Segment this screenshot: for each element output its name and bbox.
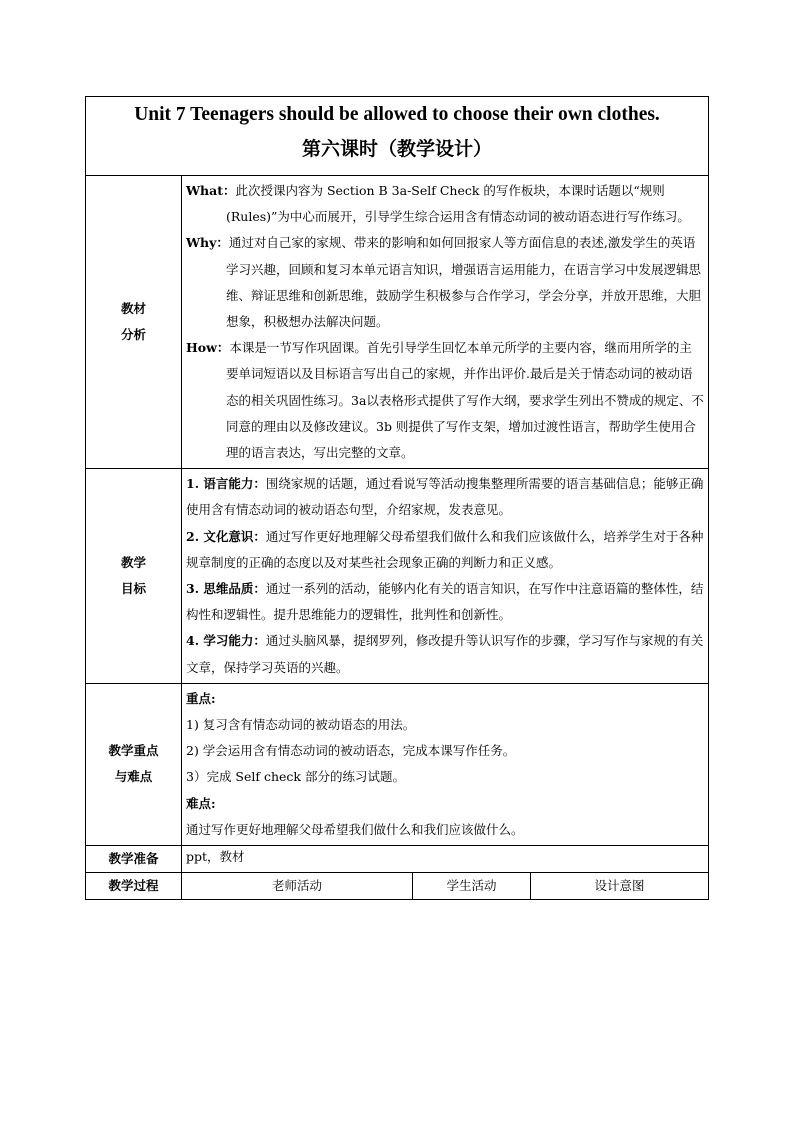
goal-item: 4. 学习能力：通过头脑风暴，提纲罗列，修改提升等认识写作的步骤，学习写作与家规的有关文章，保持学习英语的兴趣。: [186, 633, 704, 675]
keypoints-content: [182, 683, 709, 845]
teacher-activity-header: 老师活动: [182, 873, 413, 900]
goals-label: 教学 目标: [86, 469, 182, 684]
what-paragraph: What：此次授课内容为 Section B 3a-Self Check 的写作板块，本课时话题以“规则(Rules)”为中心而展开，引导学生综合运用含有情态动词的被动语态进行写作练习。: [186, 183, 690, 225]
title-english: Unit 7 Teenagers should be allowed to choose their own clothes.: [134, 104, 660, 125]
focus-item: 1) 复习含有情态动词的被动语态的用法。: [186, 717, 416, 733]
analysis-content: [182, 176, 709, 469]
goal-item: 1. 语言能力：围绕家规的话题，通过看说写等活动搜集整理所需要的语言基础信息；能够正确使用含有情态动词的被动语态句型，介绍家规，发表意见。: [186, 476, 704, 518]
focus-heading: 重点:: [186, 690, 216, 706]
keypoints-label: 教学重点 与难点: [86, 683, 182, 845]
focus-item: 3）完成 Self check 部分的练习试题。: [186, 769, 405, 785]
focus-item: 2) 学会运用含有情态动词的被动语态，完成本课写作任务。: [186, 743, 516, 759]
difficulty-text: 通过写作更好地理解父母希望我们做什么和我们应该做什么。: [186, 821, 524, 837]
goals-content: [182, 469, 709, 684]
lesson-plan-page: [85, 96, 708, 900]
lesson-plan-table: [85, 96, 709, 900]
process-label: 教学过程: [86, 873, 182, 900]
title-chinese: 第六课时（教学设计）: [301, 138, 492, 160]
how-paragraph: How：本课是一节写作巩固课。首先引导学生回忆本单元所学的主要内容，继而用所学的主要单词短语以及目标语言写出自己的家规，并作出评价.最后是关于情态动词的被动语态的相关巩固性练习。3a以表格形式提供了写作大纲，要求学生列出不赞成的规定、不同意的理由以及修改建议。3b 则提供了写作支架，增加过渡性语言，帮助学生使用合理的语言表达，写出完整的文章。: [186, 340, 704, 461]
analysis-label: 教材 分析: [86, 176, 182, 469]
difficulty-heading: 难点:: [186, 795, 216, 811]
design-intent-header: 设计意图: [531, 873, 709, 900]
why-paragraph: Why：通过对自己家的家规、带来的影响和如何回报家人等方面信息的表述,激发学生的英语学习兴趣，回顾和复习本单元语言知识，增强语言运用能力，在语言学习中发展逻辑思维、辩证思维和创新思维，鼓励学生积极参与合作学习，学会分享，并放开思维，大胆想象，积极想办法解决问题。: [186, 235, 702, 330]
goal-item: 3. 思维品质：通过一系列的活动，能够内化有关的语言知识，在写作中注意语篇的整体性，结构性和逻辑性。提升思维能力的逻辑性，批判性和创新性。: [186, 581, 704, 623]
title-cell: [86, 97, 709, 176]
preparation-label: 教学准备: [86, 846, 182, 873]
student-activity-header: 学生活动: [413, 873, 531, 900]
goal-item: 2. 文化意识：通过写作更好地理解父母希望我们做什么和我们应该做什么，培养学生对于各种规章制度的正确的态度以及对某些社会现象正确的判断力和正义感。: [186, 528, 704, 570]
preparation-value: ppt，教材: [182, 846, 709, 873]
